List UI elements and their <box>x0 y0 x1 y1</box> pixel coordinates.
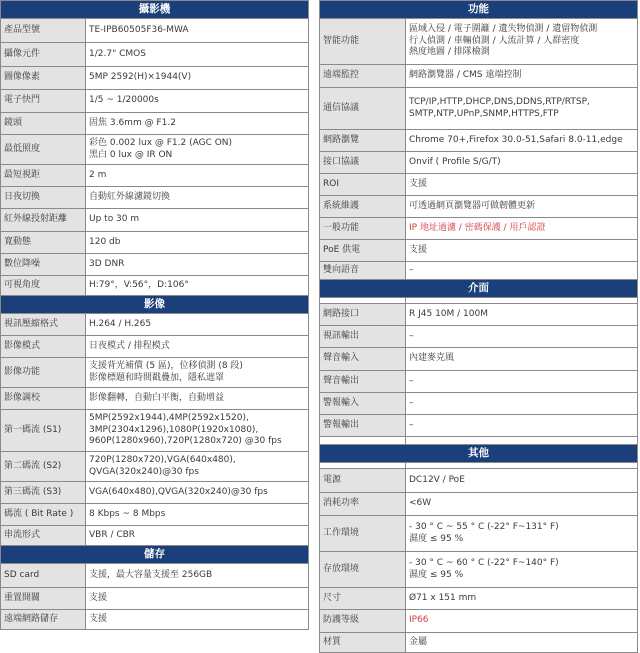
spec-label: 鏡頭 <box>1 113 86 135</box>
spec-label: PoE 供電 <box>320 240 406 262</box>
spec-label: 聲音輸入 <box>320 348 406 371</box>
spec-row <box>320 371 638 393</box>
spec-value: 彩色 0.002 lux @ F1.2 (AGC ON) 黑白 0 lux @ IR ON <box>86 135 309 165</box>
spec-label: 紅外線投射距離 <box>1 209 86 232</box>
spacer-row <box>320 437 638 445</box>
spec-row <box>1 482 309 504</box>
spec-value: – <box>406 262 638 280</box>
spec-label: ROI <box>320 174 406 196</box>
spec-value: 固焦 3.6mm @ F1.2 <box>86 113 309 135</box>
spacer-cell <box>406 437 638 445</box>
spec-label: 攝像元件 <box>1 43 86 67</box>
section-title: 其他 <box>320 445 638 463</box>
spec-row <box>1 314 309 336</box>
spec-row <box>1 232 309 254</box>
spec-value: 720P(1280x720),VGA(640x480), QVGA(320x240)@30 fps <box>86 452 309 482</box>
spec-row <box>1 187 309 209</box>
spec-value: 區域入侵 / 電子圍籬 / 遺失物偵測 / 遺留物偵測 行人偵測 / 車輛偵測 / 人流計算 / 人群密度 熱度地圖 / 排隊檢測 <box>406 19 638 65</box>
spec-label: 聲音輸出 <box>320 371 406 393</box>
spec-row <box>320 196 638 218</box>
spec-value: – <box>406 326 638 348</box>
spec-label: 日夜切換 <box>1 187 86 209</box>
spec-row <box>1 336 309 358</box>
spec-row <box>1 254 309 276</box>
spec-value: 5MP(2592x1944),4MP(2592x1520), 3MP(2304x1296),1080P(1920x1080), 960P(1280x960),720P(1280x720) @30 fps <box>86 410 309 452</box>
spec-label: 數位降噪 <box>1 254 86 276</box>
spec-row <box>320 262 638 280</box>
spec-label: 一般功能 <box>320 218 406 240</box>
spec-row <box>1 209 309 232</box>
spec-label: 尺寸 <box>320 588 406 610</box>
spec-label: 雙向語音 <box>320 262 406 280</box>
spec-value: Up to 30 m <box>86 209 309 232</box>
section-header-影像 <box>1 296 309 314</box>
spec-row <box>320 218 638 240</box>
section-header-功能 <box>320 1 638 19</box>
spec-row <box>1 135 309 165</box>
spec-label: 第二碼流 (S2) <box>1 452 86 482</box>
spec-label: 電子快門 <box>1 90 86 113</box>
spec-value: 支援 <box>406 240 638 262</box>
spec-label: 通信協議 <box>320 88 406 130</box>
spec-label: 最低照度 <box>1 135 86 165</box>
spec-value: H:79°，V:56°，D:106° <box>86 276 309 296</box>
spec-value: 3D DNR <box>86 254 309 276</box>
spec-label: 接口協議 <box>320 152 406 174</box>
spec-label: 寬動態 <box>1 232 86 254</box>
spec-row <box>320 633 638 653</box>
spec-label: 影像調校 <box>1 388 86 410</box>
spec-row <box>320 415 638 437</box>
spec-row <box>320 174 638 196</box>
spec-row <box>320 469 638 493</box>
spec-label: 材質 <box>320 633 406 653</box>
spec-row <box>1 358 309 388</box>
spec-value: 2 m <box>86 165 309 187</box>
spec-row <box>320 552 638 588</box>
spec-row <box>320 326 638 348</box>
section-title: 攝影機 <box>1 1 309 19</box>
spec-row <box>320 516 638 552</box>
spec-label: 第三碼流 (S3) <box>1 482 86 504</box>
spec-value: DC12V / PoE <box>406 469 638 493</box>
spec-row <box>1 165 309 187</box>
spec-label: 網路瀏覽 <box>320 130 406 152</box>
spec-value: 內建麥克風 <box>406 348 638 371</box>
spec-value: 影像翻轉，自動白平衡，自動增益 <box>86 388 309 410</box>
spec-label: 最短視距 <box>1 165 86 187</box>
spec-value: Ø71 x 151 mm <box>406 588 638 610</box>
spec-row <box>320 304 638 326</box>
spec-label: 產品型號 <box>1 19 86 43</box>
spec-row <box>1 504 309 526</box>
spec-row <box>1 276 309 296</box>
spec-row <box>1 564 309 588</box>
section-title: 介面 <box>320 280 638 298</box>
spec-label: 第一碼流 (S1) <box>1 410 86 452</box>
spec-label: 系統維護 <box>320 196 406 218</box>
spec-value: - 30 ° C ~ 60 ° C (-22° F~140° F) 濕度 ≤ 95 % <box>406 552 638 588</box>
spec-label: SD card <box>1 564 86 588</box>
spec-value: 支援 <box>86 610 309 630</box>
spec-row <box>1 113 309 135</box>
spec-value: IP66 <box>406 610 638 633</box>
spec-value: 1/2.7" CMOS <box>86 43 309 67</box>
spec-label: 影像模式 <box>1 336 86 358</box>
spec-row <box>1 43 309 67</box>
spec-value: 支援 <box>86 588 309 610</box>
spec-value: 120 db <box>86 232 309 254</box>
section-header-介面 <box>320 280 638 298</box>
spec-value: Chrome 70+,Firefox 30.0-51,Safari 8.0-11,edge <box>406 130 638 152</box>
camera-spec-rows <box>1 1 309 630</box>
spec-row <box>320 19 638 65</box>
spec-label: 碼流 ( Bit Rate ) <box>1 504 86 526</box>
spec-value: TCP/IP,HTTP,DHCP,DNS,DDNS,RTP/RTSP, SMTP,NTP,UPnP,SNMP,HTTPS,FTP <box>406 88 638 130</box>
spec-row <box>320 240 638 262</box>
spec-label: 消耗功率 <box>320 493 406 516</box>
spec-value: TE-IPB60505F36-MWA <box>86 19 309 43</box>
spec-row <box>1 67 309 90</box>
spec-row <box>320 348 638 371</box>
spec-label: 視訊輸出 <box>320 326 406 348</box>
spec-row <box>320 393 638 415</box>
spec-label: 網路接口 <box>320 304 406 326</box>
spec-value: Onvif ( Profile S/G/T) <box>406 152 638 174</box>
spec-label: 串流形式 <box>1 526 86 546</box>
spec-value: 日夜模式 / 排程模式 <box>86 336 309 358</box>
spec-row <box>320 130 638 152</box>
spec-label: 視訊壓縮格式 <box>1 314 86 336</box>
spec-row <box>320 152 638 174</box>
spec-label: 工作環境 <box>320 516 406 552</box>
spec-value: R J45 10M / 100M <box>406 304 638 326</box>
spec-value: 1/5 ~ 1/20000s <box>86 90 309 113</box>
spec-value: – <box>406 371 638 393</box>
function-spec-table <box>319 0 638 653</box>
spacer-cell <box>320 437 406 445</box>
spec-value: - 30 ° C ~ 55 ° C (-22° F~131° F) 濕度 ≤ 95 % <box>406 516 638 552</box>
spec-row <box>320 610 638 633</box>
spec-value: – <box>406 415 638 437</box>
spec-row <box>1 90 309 113</box>
section-title: 功能 <box>320 1 638 19</box>
spec-value: 自動紅外線濾鏡切換 <box>86 187 309 209</box>
spec-label: 遠端網路儲存 <box>1 610 86 630</box>
spec-value: <6W <box>406 493 638 516</box>
spec-value: H.264 / H.265 <box>86 314 309 336</box>
spec-value: VGA(640x480),QVGA(320x240)@30 fps <box>86 482 309 504</box>
spec-label: 智能功能 <box>320 19 406 65</box>
spec-label: 影像功能 <box>1 358 86 388</box>
spec-value: 支援 <box>406 174 638 196</box>
spec-value: 支援，最大容量支援至 256GB <box>86 564 309 588</box>
spec-row <box>320 493 638 516</box>
spec-value: 5MP 2592(H)×1944(V) <box>86 67 309 90</box>
spec-value: 支援背光補償 (5 區)，位移偵測 (8 段) 影像標題和時間戳疊加，隱私遮罩 <box>86 358 309 388</box>
spec-label: 遠端監控 <box>320 65 406 88</box>
spec-row <box>320 88 638 130</box>
section-title: 儲存 <box>1 546 309 564</box>
section-header-攝影機 <box>1 1 309 19</box>
spec-label: 存放環境 <box>320 552 406 588</box>
spec-label: 防護等級 <box>320 610 406 633</box>
spec-row <box>1 588 309 610</box>
spec-row <box>1 388 309 410</box>
section-title: 影像 <box>1 296 309 314</box>
spec-value: 網路瀏覽器 / CMS 遠端控制 <box>406 65 638 88</box>
spec-row <box>1 19 309 43</box>
spec-label: 可視角度 <box>1 276 86 296</box>
function-spec-rows <box>320 1 638 653</box>
section-header-其他 <box>320 445 638 463</box>
spec-label: 電源 <box>320 469 406 493</box>
spec-row <box>320 588 638 610</box>
spec-label: 重置開關 <box>1 588 86 610</box>
spec-value: – <box>406 393 638 415</box>
spec-row <box>1 526 309 546</box>
section-header-儲存 <box>1 546 309 564</box>
spec-row <box>320 65 638 88</box>
spec-label: 警報輸入 <box>320 393 406 415</box>
spec-value: 8 Kbps ~ 8 Mbps <box>86 504 309 526</box>
spec-value: VBR / CBR <box>86 526 309 546</box>
camera-spec-table <box>0 0 309 630</box>
spec-label: 圖像像素 <box>1 67 86 90</box>
spec-value: 可透過網頁瀏覽器可做韌體更新 <box>406 196 638 218</box>
spec-row <box>1 410 309 452</box>
spec-row <box>1 452 309 482</box>
spec-value: IP 地址過濾 / 密碼保護 / 用戶認證 <box>406 218 638 240</box>
spec-value: 金屬 <box>406 633 638 653</box>
spec-row <box>1 610 309 630</box>
spec-label: 警報輸出 <box>320 415 406 437</box>
